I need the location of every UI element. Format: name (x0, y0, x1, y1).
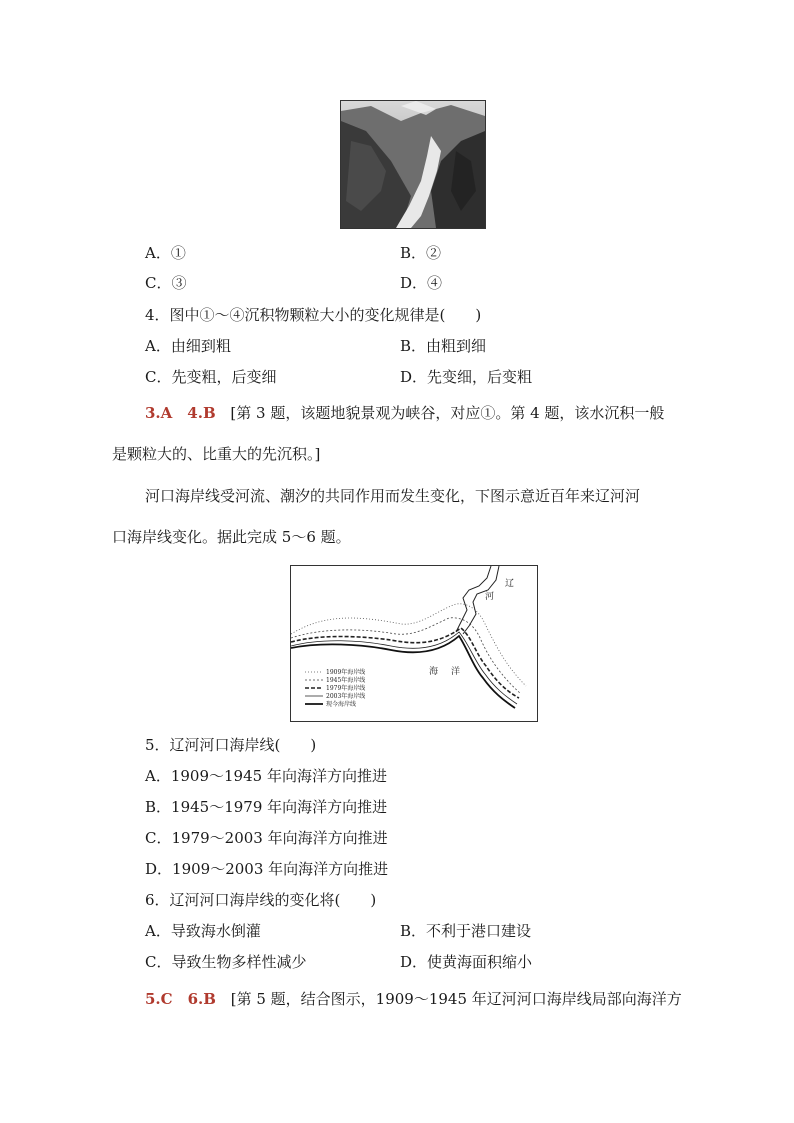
q5-option-c: C．1979～2003 年向海洋方向推进 (145, 829, 388, 847)
map-legend (305, 668, 365, 708)
legend-1979: 1979年海岸线 (326, 685, 366, 692)
q4-option-c: C．先变粗，后变细 (145, 368, 277, 386)
q4-stem: 4．图中①～④沉积物颗粒大小的变化规律是( ) (145, 306, 482, 324)
q4-option-b: B．由粗到细 (400, 337, 487, 355)
intro-56-line2: 口海岸线变化。据此完成 5～6 题。 (112, 528, 351, 546)
answer-56-key: 5.C 6.B (145, 990, 216, 1008)
answer-34-key: 3.A 4.B (145, 404, 216, 422)
answer-34-line1 (145, 403, 664, 423)
canyon-photo-drawing (341, 101, 485, 228)
q5-option-b: B．1945～1979 年向海洋方向推进 (145, 798, 388, 816)
q6-option-b: B．不利于港口建设 (400, 922, 532, 940)
river-label-2: 河 (485, 592, 495, 602)
q3-option-b: B．② (400, 244, 442, 262)
q6-stem: 6．辽河河口海岸线的变化将( ) (145, 891, 377, 909)
q4-option-d: D．先变细，后变粗 (400, 368, 533, 386)
coastline-map-drawing (291, 566, 537, 721)
answer-56-text: [第 5 题，结合图示，1909～1945 年辽河河口海岸线局部向海洋方 (230, 990, 682, 1008)
q3-option-c: C．③ (145, 274, 187, 292)
legend-present: 现今海岸线 (326, 701, 357, 708)
answer-56-line1 (145, 989, 682, 1009)
sea-label-1: 海 (429, 667, 439, 677)
sea-label-2: 洋 (451, 667, 461, 677)
q3-option-d: D．④ (400, 274, 443, 292)
canyon-photo (340, 100, 486, 229)
q5-option-a: A．1909～1945 年向海洋方向推进 (145, 767, 387, 785)
q6-option-a: A．导致海水倒灌 (145, 922, 261, 940)
q5-stem: 5．辽河河口海岸线( ) (145, 736, 317, 754)
q4-option-a: A．由细到粗 (145, 337, 231, 355)
answer-34-text1: [第 3 题，该题地貌景观为峡谷，对应①。第 4 题，该水沉积一般 (230, 404, 665, 422)
q5-option-d: D．1909～2003 年向海洋方向推进 (145, 860, 389, 878)
q3-option-a: A．① (145, 244, 186, 262)
legend-1909: 1909年海岸线 (326, 669, 366, 676)
intro-56-line1: 河口海岸线受河流、潮汐的共同作用而发生变化，下图示意近百年来辽河河 (145, 487, 641, 505)
river-label-1: 辽 (505, 579, 515, 589)
coastline-map (290, 565, 538, 722)
q6-option-d: D．使黄海面积缩小 (400, 953, 533, 971)
answer-34-text2: 是颗粒大的、比重大的先沉积。] (112, 445, 321, 463)
legend-1945: 1945年海岸线 (326, 677, 366, 684)
legend-2003: 2003年海岸线 (326, 693, 366, 700)
q6-option-c: C．导致生物多样性减少 (145, 953, 307, 971)
